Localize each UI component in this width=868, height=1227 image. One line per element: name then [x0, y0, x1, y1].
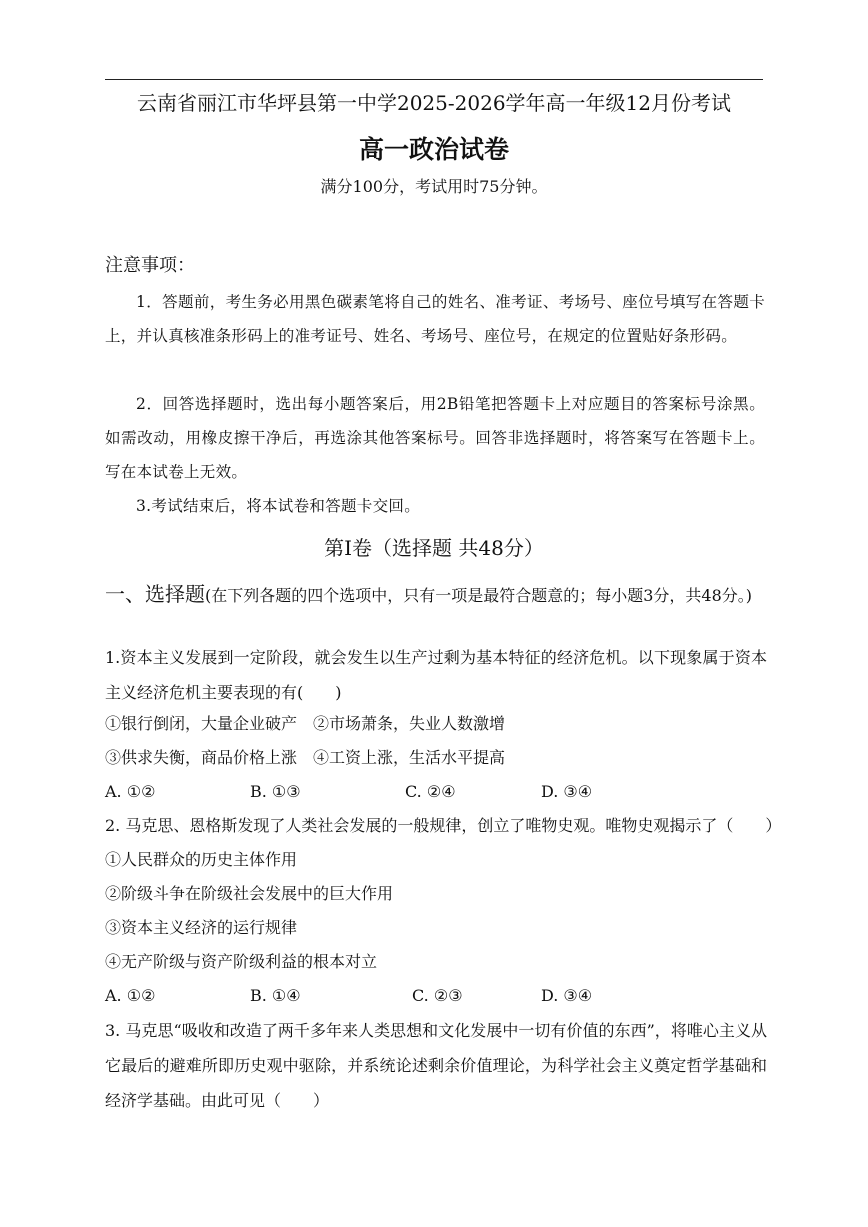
question-1-option-b: B. ①③ [250, 782, 301, 801]
exam-title: 云南省丽江市华坪县第一中学2025-2026学年高一年级12月份考试 [136, 91, 731, 115]
question-1-option-a: A. ①② [105, 782, 156, 801]
part-label: 一、选择题 [105, 582, 205, 606]
question-2-statement-2: ②阶级斗争在阶级社会发展中的巨大作用 [105, 884, 394, 903]
notice-item-3: 3.考试结束后，将本试卷和答题卡交回。 [136, 497, 420, 515]
part-heading [105, 577, 765, 613]
question-2-statement-4: ④无产阶级与资产阶级利益的根本对立 [105, 952, 378, 971]
paper-title: 高一政治试卷 [358, 135, 509, 164]
part-instruction: (在下列各题的四个选项中，只有一项是最符合题意的；每小题3分，共48分。) [205, 586, 753, 605]
notice-heading: 注意事项： [105, 255, 195, 276]
question-2-option-b: B. ①④ [250, 986, 301, 1005]
question-2-statement-3: ③资本主义经济的运行规律 [105, 918, 298, 937]
question-1-statement-line-1: ①银行倒闭，大量企业破产 ②市场萧条，失业人数激增 [105, 714, 506, 733]
notice-item-2: 2．回答选择题时，选出每小题答案后，用2B铅笔把答题卡上对应题目的答案标号涂黑。如需改动，用橡皮擦干净后，再选涂其他答案标号。回答非选择题时，将答案写在答题卡上。写在本试卷上无效。 [105, 395, 765, 481]
question-2-stem: 2. 马克思、恩格斯发现了人类社会发展的一般规律，创立了唯物史观。唯物史观揭示了（ ） [105, 816, 782, 835]
header-rule [105, 79, 763, 80]
question-1-option-c: C. ②④ [405, 782, 456, 801]
question-2-option-c: C. ②③ [412, 986, 463, 1005]
question-1-stem: 1.资本主义发展到一定阶段，就会发生以生产过剩为基本特征的经济危机。以下现象属于资本主义经济危机主要表现的有( ) [105, 648, 767, 702]
question-3-stem: 3. 马克思“吸收和改造了两千多年来人类思想和文化发展中一切有价值的东西”，将唯心主义从它最后的避难所即历史观中驱除，并系统论述剩余价值理论，为科学社会主义奠定哲学基础和经济学基础。由此可见（ ） [105, 1021, 767, 1110]
question-2-statement-1: ①人民群众的历史主体作用 [105, 850, 298, 869]
notice-item-1: 1．答题前，考生务必用黑色碳素笔将自己的姓名、准考证、考场号、座位号填写在答题卡上，并认真核准条形码上的准考证号、姓名、考场号、座位号，在规定的位置贴好条形码。 [105, 293, 765, 345]
question-2-option-d: D. ③④ [541, 986, 593, 1005]
question-1-statement-line-2: ③供求失衡，商品价格上涨 ④工资上涨，生活水平提高 [105, 748, 506, 767]
score-info: 满分100分，考试用时75分钟。 [320, 177, 548, 196]
section-title: 第Ⅰ卷（选择题 共48分） [324, 536, 544, 560]
question-1-option-d: D. ③④ [541, 782, 593, 801]
question-2-option-a: A. ①② [105, 986, 156, 1005]
